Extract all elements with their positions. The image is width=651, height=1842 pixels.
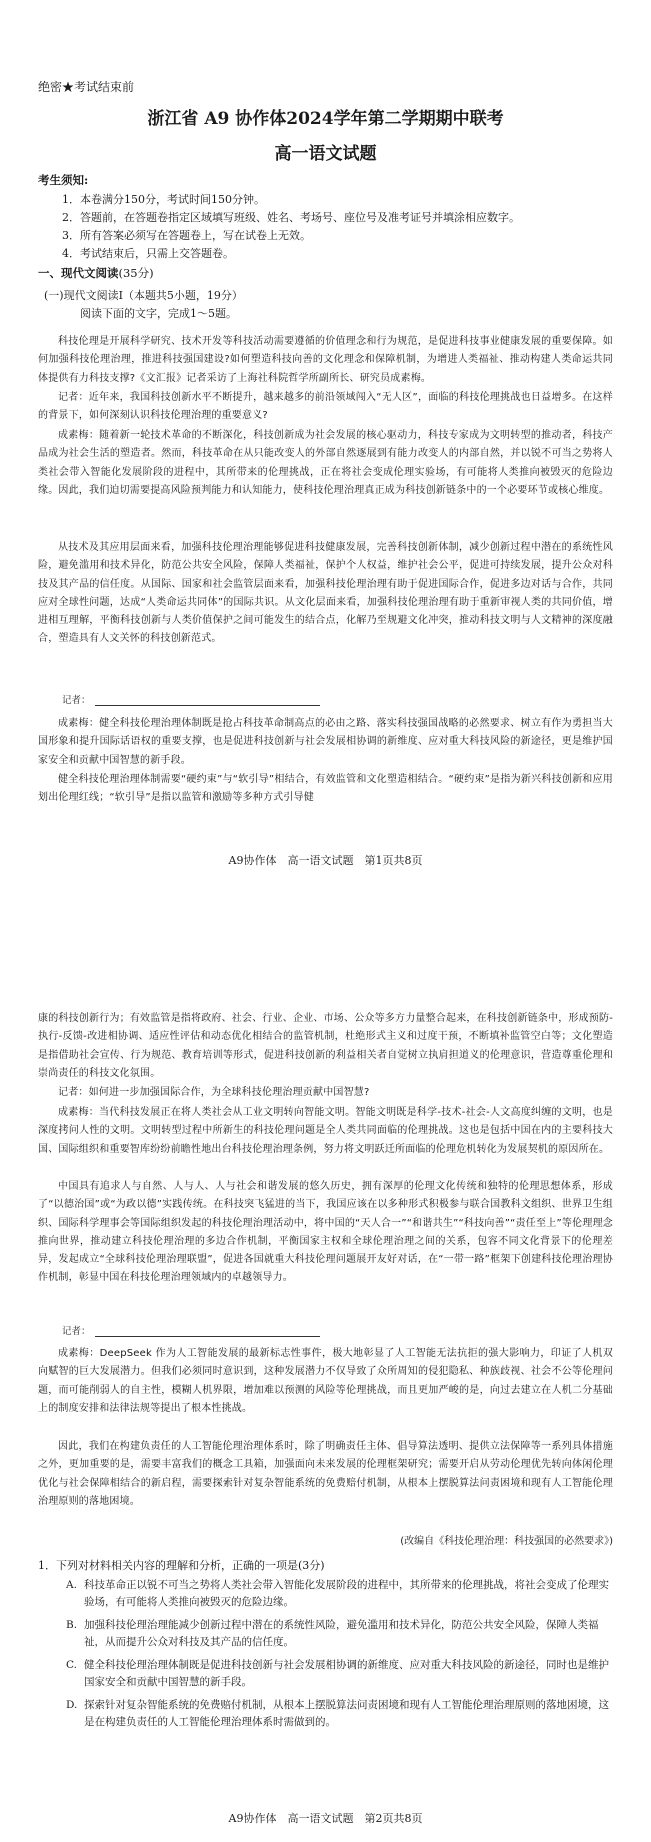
section-name: 一、现代文阅读 <box>38 266 119 280</box>
secret-label: 绝密★考试结束前 <box>38 80 135 94</box>
exam-subtitle: 高一语文试题 <box>274 144 377 164</box>
option-a <box>66 1577 618 1611</box>
paragraph: 记者：近年来，我国科技创新水平不断提升，越来越多的前沿领域闯入“无人区”，面临的科技伦理挑战也日益增多。在这样的背景下，如何深刻认识科技伦理治理的重要意义? <box>38 392 613 422</box>
notice-item: 1．本卷满分150分，考试时间150分钟。 <box>62 193 265 206</box>
option-text: 探索针对复杂智能系统的免费赔付机制，从根本上摆脱算法问责困境和现有人工智能伦理治理原则的落地困境，这是在构建负责任的人工智能伦理治理体系时需做到的。 <box>84 1699 609 1728</box>
page-footer: A9协作体 高一语文试题 第2页共8页 <box>228 1812 423 1825</box>
paragraph: 健全科技伦理治理体制需要“硬约束”与“软引导”相结合，有效监管和文化塑造相结合。“硬约束”是指为新兴科技创新和应用划出伦理红线；“软引导”是指以监管和激励等多种方式引导健 <box>38 774 613 804</box>
section-points: (35分) <box>118 266 154 280</box>
option-text: 科技革命正以锐不可当之势将人类社会带入智能化发展阶段的进程中，其所带来的伦理挑战，将社会变成了伦理实验场，有可能将人类推向被毁灭的危险边缘。 <box>84 1579 609 1608</box>
reporter-blank <box>62 1323 320 1337</box>
subsection-title: (一)现代文阅读Ⅰ（本题共5小题，19分） <box>44 289 243 302</box>
question-stem: 1．下列对材料相关内容的理解和分析，正确的一项是(3分) <box>38 1559 325 1572</box>
paragraph: 康的科技创新行为；有效监管是指将政府、社会、行业、企业、市场、公众等多方力量整合起来，在科技创新链条中，形成预防-执行-反馈-改进相协调、适应性评估和动态优化相结合的监管机制，杜绝形式主义和过度干预，不断填补监管空白等；文化塑造是指借助社会宣传、行为规范、教育培训等形式，促进科技创新的利益相关者自觉树立执肩担道义的伦理意识，营造尊重伦理和崇尚责任的科技文化氛围。 <box>38 1013 614 1079</box>
option-text: 健全科技伦理治理体制既是促进科技创新与社会发展相协调的新维度、应对重大科技风险的新途径，同时也是维护国家安全和贡献中国智慧的新手段。 <box>84 1659 609 1688</box>
option-label: B. <box>66 1619 78 1631</box>
paragraph: 记者：如何进一步加强国际合作，为全球科技伦理治理贡献中国智慧? <box>58 1087 370 1098</box>
paragraph: 因此，我们在构建负责任的人工智能伦理治理体系时，除了明确责任主体、倡导算法透明、提供立法保障等一系列具体措施之外，更加重要的是，需要丰富我们的概念工具箱，加强面向未来发展的伦理框架研究；需要开启从劳动伦理优先转向体闲伦理优化与社会保障相结合的新启程，需要探索针对复杂智能系统的免费赔付机制，从根本上摆脱算法问责困境和现有人工智能伦理治理原则的落地困境。 <box>38 1441 613 1507</box>
source-citation: (改编自《科技伦理治理：科技强国的必然要求》) <box>400 1536 613 1547</box>
paragraph: 成素梅：DeepSeek 作为人工智能发展的最新标志性事件，极大地彰显了人工智能无法抗拒的强大影响力，印证了人机双向赋智的巨大发展潜力。但我们必须同时意识到，这种发展潜力不仅导致了众所周知的侵犯隐私、种族歧视、社会不公等伦理问题，而可能削弱人的自主性，模糊人机界限，增加难以预测的风险等伦理挑战，而且更加严峻的是，向过去建立在人机二分基础上的制度安排和法律法规等提出了根本性挑战。 <box>38 1348 613 1414</box>
paragraph: 成素梅：健全科技伦理治理体制既是抢占科技革命制高点的必由之路、落实科技强国战略的必然要求、树立有作为勇担当大国形象和提升国际话语权的重要支撑，也是促进科技创新与社会发展相协调的新维度、应对重大科技风险的新途径，更是维护国家安全和贡献中国智慧的新手段。 <box>38 718 613 766</box>
notice-item: 4．考试结束后，只需上交答题卷。 <box>62 247 234 260</box>
option-text: 加强科技伦理治理能减少创新过程中潜在的系统性风险，避免滥用和技术异化，防范公共安全风险，保障人类福祉，从而提升公众对科技及其产品的信任度。 <box>84 1619 599 1648</box>
paragraph: 成素梅：随着新一轮技术革命的不断深化，科技创新成为社会发展的核心驱动力，科技专家成为文明转型的推动者，科技产品成为社会生活的塑造者。然而，科技革命在从只能改变人的外部自然逐展到有能力改变人的内部自然，并以锐不可当之势将人类社会带入智能化发展阶段的进程中，其所带来的伦理挑战，正在将社会变成伦理实验场，有可能将人类推向被毁灭的危险边缘。因此，我们迫切需要提高风险预判能力和认知能力，使科技伦理治理真正成为科技创新链条中的一个必要环节或核心维度。 <box>38 430 613 496</box>
blank-line <box>95 705 320 706</box>
reporter-label: 记者： <box>62 695 91 706</box>
reporter-blank <box>62 692 320 706</box>
reporter-label: 记者： <box>62 1326 91 1337</box>
exam-title: 浙江省 A9 协作体2024学年第二学期期中联考 <box>147 109 504 129</box>
page-1 <box>0 0 651 900</box>
option-label: D. <box>66 1699 78 1711</box>
paragraph: 中国具有追求人与自然、人与人、人与社会和谐发展的悠久历史，拥有深厚的伦理文化传统和独特的伦理思想体系，形成了“以德治国”或“为政以德”实践传统。在科技突飞猛进的当下，我国应该在以多种形式积极参与联合国教科文组织、世界卫生组织、国际科学理事会等国际组织发起的科技伦理治理活动中，将中国的“天人合一”“和谐共生”“科技向善”“责任至上”等伦理理念推向世界，推动建立科技伦理治理的多边合作机制，平衡国家主权和全球伦理治理之间的关系，包容不同文化背景下的伦理差异，发起成立“全球科技伦理治理联盟”，促进各国就重大科技伦理问题展开友好对话，在“一带一路”框架下创建科技伦理治理协作机制，彰显中国在科技伦理治理领域内的卓越领导力。 <box>38 1181 613 1284</box>
page-2 <box>0 1000 651 1842</box>
notice-item: 3．所有答案必须写在答题卷上，写在试卷上无效。 <box>62 229 311 242</box>
option-label: A. <box>66 1579 77 1591</box>
option-label: C. <box>66 1659 77 1671</box>
option-c <box>66 1657 618 1691</box>
option-d <box>66 1697 618 1731</box>
blank-line <box>95 1336 320 1337</box>
page-footer: A9协作体 高一语文试题 第1页共8页 <box>228 854 423 867</box>
option-b <box>66 1617 618 1651</box>
section-title <box>38 265 154 281</box>
notice-heading: 考生须知: <box>38 173 89 187</box>
paragraph: 成素梅：当代科技发展正在将人类社会从工业文明转向智能文明。智能文明既是科学-技术-社会-人文高度纠缠的文明，也是深度拷问人性的文明。文明转型过程中所新生的科技伦理问题是全人类共同面临的伦理挑战。这也是包括中国在内的主要科技大国、国际组织和重要智库纷纷前瞻性地出台科技伦理治理条例，努力将文明跃迁所面临的伦理危机转化为发展契机的原因所在。 <box>38 1107 613 1155</box>
paragraph: 从技术及其应用层面来看，加强科技伦理治理能够促进科技健康发展，完善科技创新体制，减少创新过程中潜在的系统性风险，避免滥用和技术异化，防范公共安全风险，保障人类福祉，保护个人权益，维护社会公平，促进可持续发展，提升公众对科技及其产品的信任度。从国际、国家和社会监管层面来看，加强科技伦理治理有助于促进国际合作，促进多边对话与合作，共同应对全球性问题，达成“人类命运共同体”的国际共识。从文化层面来看，加强科技伦理治理有助于重新审视人类的共同价值，增进相互理解，平衡科技创新与人类价值保护之间可能发生的结合点，化解乃至规避文化冲突，推动科技文明与人文精神的深度融合，塑造具有人文关怀的科技创新范式。 <box>38 542 613 645</box>
notice-item: 2．答题前，在答题卷指定区域填写班级、姓名、考场号、座位号及准考证号并填涂相应数字。 <box>62 211 520 224</box>
paragraph: 科技伦理是开展科学研究、技术开发等科技活动需要遵循的价值理念和行为规范，是促进科技事业健康发展的重要保障。如何加强科技伦理治理，推进科技强国建设?如何塑造科技向善的文化理念和保障机制，为增进人类福祉、推动构建人类命运共同体提供有力科技支撑?《文汇报》记者采访了上海社科院哲学所副所长、研究员成素梅。 <box>38 336 613 384</box>
reading-instruction: 阅读下面的文字，完成1～5题。 <box>80 307 237 320</box>
